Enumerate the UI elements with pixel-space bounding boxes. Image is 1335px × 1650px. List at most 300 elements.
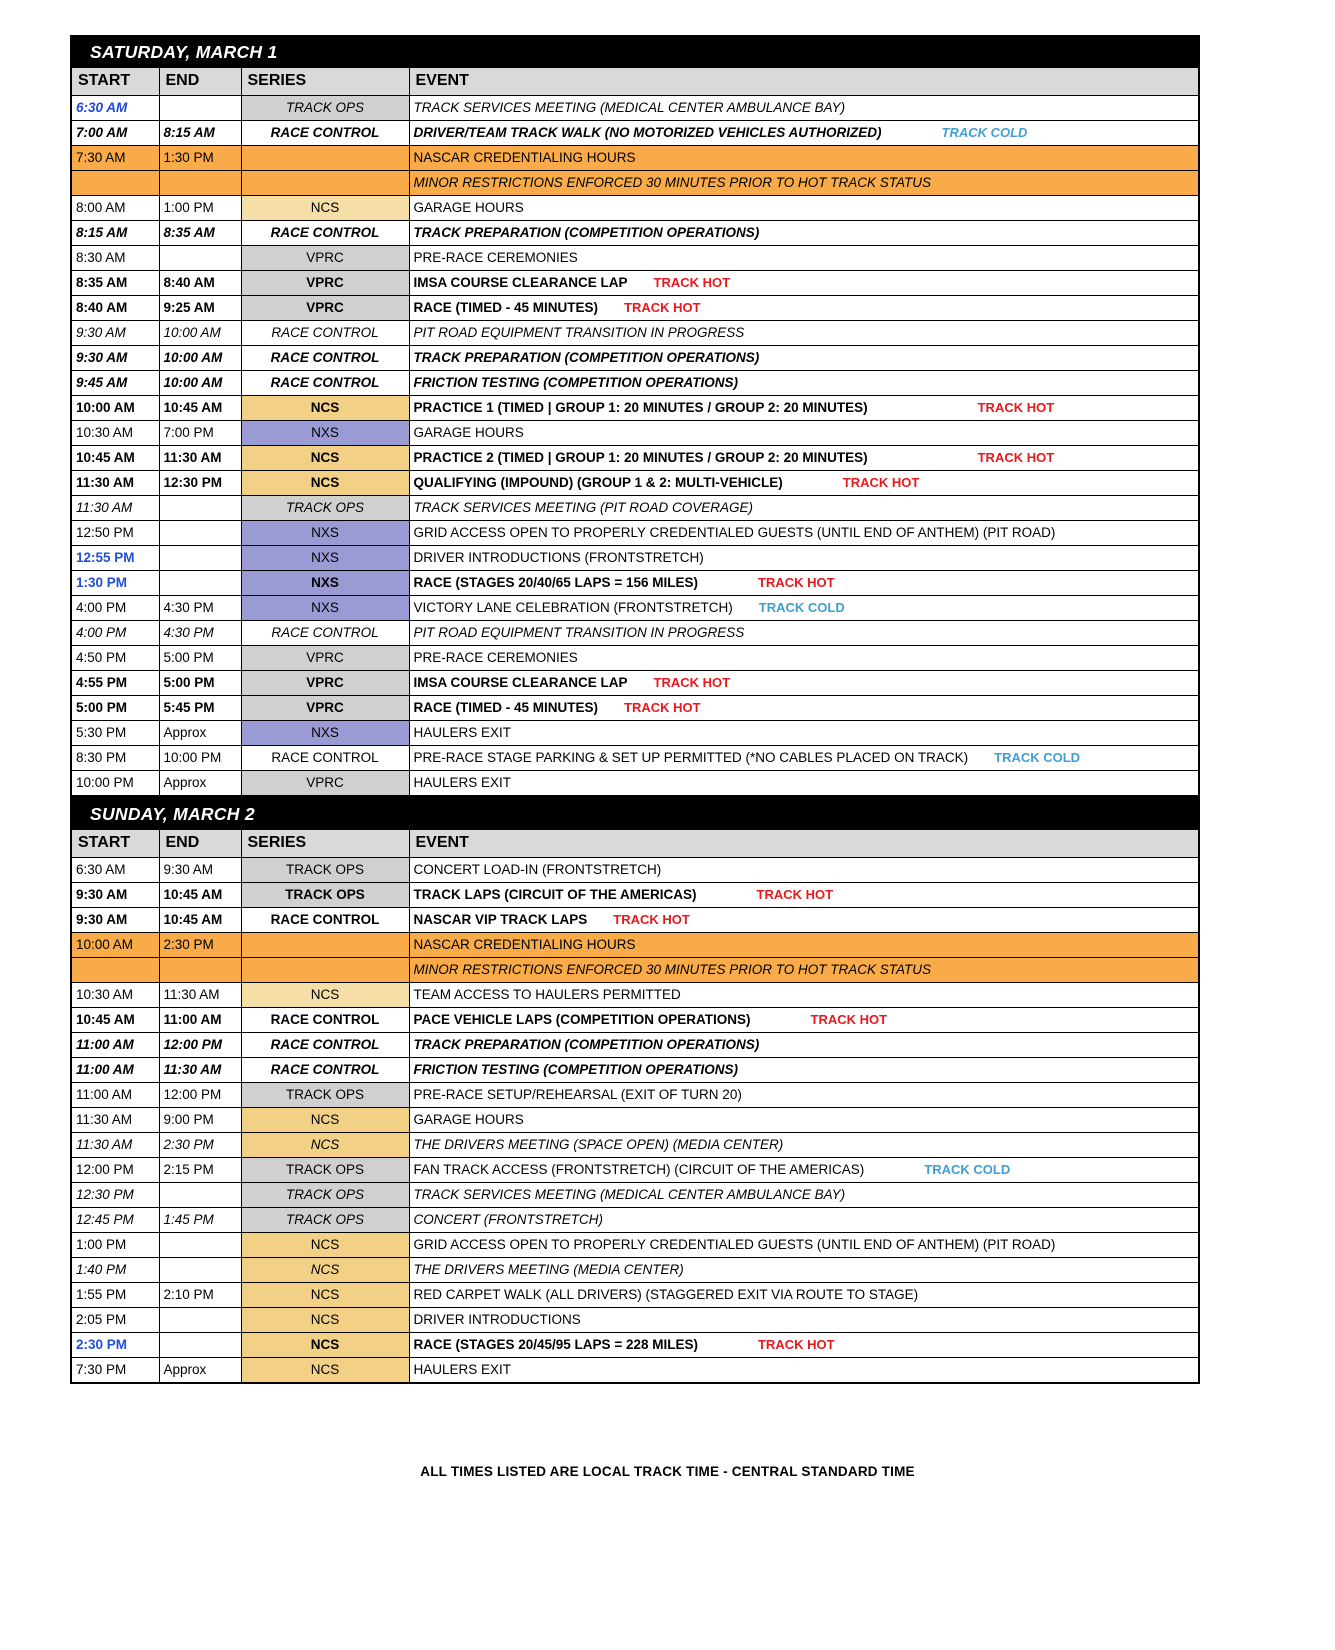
cell-end: 1:30 PM — [159, 146, 241, 171]
event-text: RACE (TIMED - 45 MINUTES) — [413, 299, 599, 315]
saturday-schedule-table — [70, 35, 1200, 797]
table-row — [71, 1208, 1199, 1233]
event-text: GARAGE HOURS — [413, 1111, 524, 1127]
sunday-schedule-table — [70, 797, 1200, 1384]
cell-end: 4:30 PM — [159, 621, 241, 646]
cell-event — [409, 221, 1199, 246]
event-text: TRACK PREPARATION (COMPETITION OPERATIONS) — [413, 224, 760, 240]
cell-start: 6:30 AM — [71, 96, 159, 121]
status-badge: TRACK HOT — [613, 911, 690, 927]
cell-start: 1:30 PM — [71, 571, 159, 596]
table-row — [71, 296, 1199, 321]
cell-end — [159, 546, 241, 571]
cell-series: TRACK OPS — [241, 1183, 409, 1208]
cell-end: 10:00 AM — [159, 346, 241, 371]
cell-end — [159, 496, 241, 521]
cell-end: 12:00 PM — [159, 1033, 241, 1058]
event-text: FRICTION TESTING (COMPETITION OPERATIONS) — [413, 374, 738, 390]
cell-series: RACE CONTROL — [241, 1058, 409, 1083]
table-row — [71, 696, 1199, 721]
cell-event — [409, 621, 1199, 646]
cell-event — [409, 958, 1199, 983]
cell-series: TRACK OPS — [241, 1208, 409, 1233]
schedule-page — [70, 35, 1198, 1384]
cell-series: NCS — [241, 1308, 409, 1333]
cell-end: 10:45 AM — [159, 396, 241, 421]
cell-start: 8:30 PM — [71, 746, 159, 771]
table-row — [71, 1108, 1199, 1133]
cell-start: 12:30 PM — [71, 1183, 159, 1208]
cell-start: 10:30 AM — [71, 421, 159, 446]
event-text: TRACK SERVICES MEETING (MEDICAL CENTER AMBULANCE BAY) — [413, 1186, 846, 1202]
column-header-end: END — [159, 830, 241, 858]
event-text: QUALIFYING (IMPOUND) (GROUP 1 & 2: MULTI-VEHICLE) — [413, 474, 783, 490]
cell-series: VPRC — [241, 296, 409, 321]
cell-series: TRACK OPS — [241, 496, 409, 521]
cell-start: 11:30 AM — [71, 1108, 159, 1133]
cell-start: 11:00 AM — [71, 1083, 159, 1108]
cell-end — [159, 1183, 241, 1208]
status-badge: TRACK HOT — [810, 1011, 888, 1027]
cell-series: NCS — [241, 1233, 409, 1258]
event-text: PIT ROAD EQUIPMENT TRANSITION IN PROGRESS — [413, 324, 745, 340]
cell-event — [409, 546, 1199, 571]
table-row — [71, 908, 1199, 933]
cell-event — [409, 771, 1199, 797]
cell-start: 4:55 PM — [71, 671, 159, 696]
event-text: HAULERS EXIT — [413, 774, 512, 790]
cell-event — [409, 1208, 1199, 1233]
event-text: PRE-RACE CEREMONIES — [413, 249, 578, 265]
event-text: GARAGE HOURS — [413, 199, 524, 215]
cell-event — [409, 1283, 1199, 1308]
cell-event — [409, 1133, 1199, 1158]
event-text: MINOR RESTRICTIONS ENFORCED 30 MINUTES PRIOR TO HOT TRACK STATUS — [413, 174, 932, 190]
event-text: DRIVER INTRODUCTIONS (FRONTSTRETCH) — [413, 549, 704, 565]
cell-series — [241, 146, 409, 171]
cell-series: TRACK OPS — [241, 1083, 409, 1108]
cell-event — [409, 1058, 1199, 1083]
cell-series: RACE CONTROL — [241, 321, 409, 346]
event-text: NASCAR CREDENTIALING HOURS — [413, 936, 636, 952]
cell-series: NCS — [241, 1108, 409, 1133]
footer-note: ALL TIMES LISTED ARE LOCAL TRACK TIME - CENTRAL STANDARD TIME — [420, 1464, 915, 1479]
status-badge: TRACK COLD — [941, 124, 1028, 140]
cell-event — [409, 983, 1199, 1008]
event-text: GRID ACCESS OPEN TO PROPERLY CREDENTIALED GUESTS (UNTIL END OF ANTHEM) (PIT ROAD) — [413, 1236, 1056, 1252]
cell-end: 9:30 AM — [159, 858, 241, 883]
cell-end: 9:25 AM — [159, 296, 241, 321]
cell-end: 1:45 PM — [159, 1208, 241, 1233]
cell-start: 10:00 PM — [71, 771, 159, 797]
cell-event — [409, 321, 1199, 346]
column-header-event: EVENT — [409, 830, 1199, 858]
cell-end: 2:30 PM — [159, 933, 241, 958]
cell-start: 10:00 AM — [71, 396, 159, 421]
event-text: HAULERS EXIT — [413, 1361, 512, 1377]
event-text: PRACTICE 2 (TIMED | GROUP 1: 20 MINUTES / GROUP 2: 20 MINUTES) — [413, 449, 868, 465]
cell-event — [409, 521, 1199, 546]
cell-end: 7:00 PM — [159, 421, 241, 446]
table-row — [71, 671, 1199, 696]
event-text: PIT ROAD EQUIPMENT TRANSITION IN PROGRESS — [413, 624, 745, 640]
table-row — [71, 1033, 1199, 1058]
cell-end: Approx — [159, 1358, 241, 1384]
cell-start: 8:35 AM — [71, 271, 159, 296]
cell-start: 11:30 AM — [71, 1133, 159, 1158]
cell-end — [159, 1258, 241, 1283]
table-row — [71, 1058, 1199, 1083]
day-title-saturday: SATURDAY, MARCH 1 — [71, 36, 1199, 68]
column-header-start: START — [71, 68, 159, 96]
cell-event — [409, 171, 1199, 196]
status-badge: TRACK COLD — [994, 749, 1081, 765]
table-row — [71, 221, 1199, 246]
cell-event — [409, 1008, 1199, 1033]
cell-series: TRACK OPS — [241, 96, 409, 121]
cell-start: 11:00 AM — [71, 1033, 159, 1058]
cell-start: 10:30 AM — [71, 983, 159, 1008]
status-badge: TRACK HOT — [977, 399, 1055, 415]
event-text: TRACK LAPS (CIRCUIT OF THE AMERICAS) — [413, 886, 697, 902]
status-badge: TRACK HOT — [757, 1336, 835, 1352]
table-row — [71, 1308, 1199, 1333]
cell-end: 10:00 AM — [159, 321, 241, 346]
cell-series: NXS — [241, 571, 409, 596]
cell-event — [409, 121, 1199, 146]
cell-end — [159, 1233, 241, 1258]
event-text: HAULERS EXIT — [413, 724, 512, 740]
cell-series: VPRC — [241, 271, 409, 296]
cell-event — [409, 1083, 1199, 1108]
table-row — [71, 121, 1199, 146]
cell-series: NXS — [241, 521, 409, 546]
table-row — [71, 546, 1199, 571]
cell-end — [159, 521, 241, 546]
cell-start: 7:30 AM — [71, 146, 159, 171]
table-row — [71, 1333, 1199, 1358]
cell-event — [409, 721, 1199, 746]
table-row — [71, 1083, 1199, 1108]
cell-start: 4:00 PM — [71, 596, 159, 621]
table-row — [71, 321, 1199, 346]
event-text: RACE (STAGES 20/40/65 LAPS = 156 MILES) — [413, 574, 698, 590]
status-badge: TRACK HOT — [624, 299, 701, 315]
cell-series: NXS — [241, 546, 409, 571]
event-text: TRACK SERVICES MEETING (PIT ROAD COVERAGE) — [413, 499, 754, 515]
table-row — [71, 521, 1199, 546]
table-row — [71, 933, 1199, 958]
column-header-event: EVENT — [409, 68, 1199, 96]
cell-start — [71, 171, 159, 196]
cell-series — [241, 933, 409, 958]
cell-start: 8:40 AM — [71, 296, 159, 321]
cell-start: 9:30 AM — [71, 346, 159, 371]
cell-start: 8:15 AM — [71, 221, 159, 246]
event-text: IMSA COURSE CLEARANCE LAP — [413, 674, 628, 690]
cell-start: 12:55 PM — [71, 546, 159, 571]
sunday-tbody — [71, 798, 1199, 1383]
table-row — [71, 371, 1199, 396]
cell-start: 11:00 AM — [71, 1058, 159, 1083]
table-row — [71, 1258, 1199, 1283]
cell-series: VPRC — [241, 671, 409, 696]
cell-end: 2:30 PM — [159, 1133, 241, 1158]
table-row — [71, 571, 1199, 596]
cell-end — [159, 1308, 241, 1333]
cell-event — [409, 883, 1199, 908]
cell-event — [409, 1308, 1199, 1333]
cell-event — [409, 346, 1199, 371]
table-row — [71, 246, 1199, 271]
cell-start: 9:45 AM — [71, 371, 159, 396]
table-row — [71, 1233, 1199, 1258]
status-badge: TRACK HOT — [756, 886, 834, 902]
cell-series — [241, 958, 409, 983]
cell-end: 12:30 PM — [159, 471, 241, 496]
event-text: CONCERT LOAD-IN (FRONTSTRETCH) — [413, 861, 662, 877]
table-row — [71, 646, 1199, 671]
cell-end — [159, 958, 241, 983]
cell-end: 10:45 AM — [159, 908, 241, 933]
event-text: IMSA COURSE CLEARANCE LAP — [413, 274, 628, 290]
event-text: TRACK PREPARATION (COMPETITION OPERATIONS) — [413, 1036, 760, 1052]
table-row — [71, 596, 1199, 621]
cell-event — [409, 1158, 1199, 1183]
cell-end: 11:30 AM — [159, 983, 241, 1008]
cell-end: 5:00 PM — [159, 671, 241, 696]
cell-series: NCS — [241, 471, 409, 496]
event-text: RACE (TIMED - 45 MINUTES) — [413, 699, 599, 715]
cell-end — [159, 1333, 241, 1358]
cell-series: NCS — [241, 1283, 409, 1308]
cell-event — [409, 196, 1199, 221]
cell-start: 10:45 AM — [71, 446, 159, 471]
cell-end: 5:45 PM — [159, 696, 241, 721]
cell-start: 7:30 PM — [71, 1358, 159, 1384]
cell-event — [409, 1358, 1199, 1384]
table-row — [71, 621, 1199, 646]
column-header-series: SERIES — [241, 68, 409, 96]
cell-end: 11:30 AM — [159, 1058, 241, 1083]
saturday-tbody — [71, 36, 1199, 796]
cell-series: VPRC — [241, 246, 409, 271]
cell-series: NXS — [241, 596, 409, 621]
cell-event — [409, 858, 1199, 883]
cell-end: 8:40 AM — [159, 271, 241, 296]
cell-end: 1:00 PM — [159, 196, 241, 221]
cell-start: 5:30 PM — [71, 721, 159, 746]
event-text: DRIVER/TEAM TRACK WALK (NO MOTORIZED VEHICLES AUTHORIZED) — [413, 124, 882, 140]
cell-end: 10:45 AM — [159, 883, 241, 908]
event-text: PRE-RACE STAGE PARKING & SET UP PERMITTED (*NO CABLES PLACED ON TRACK) — [413, 749, 969, 765]
cell-series: NXS — [241, 721, 409, 746]
cell-series: RACE CONTROL — [241, 371, 409, 396]
cell-start: 11:30 AM — [71, 471, 159, 496]
table-row — [71, 1008, 1199, 1033]
table-row — [71, 146, 1199, 171]
cell-end: 12:00 PM — [159, 1083, 241, 1108]
column-header-end: END — [159, 68, 241, 96]
cell-event — [409, 596, 1199, 621]
cell-series: VPRC — [241, 771, 409, 797]
status-badge: TRACK HOT — [653, 274, 731, 290]
event-text: VICTORY LANE CELEBRATION (FRONTSTRETCH) — [413, 599, 733, 615]
cell-event — [409, 571, 1199, 596]
cell-event — [409, 271, 1199, 296]
cell-end: 8:35 AM — [159, 221, 241, 246]
event-text: NASCAR CREDENTIALING HOURS — [413, 149, 636, 165]
table-row — [71, 396, 1199, 421]
cell-start: 9:30 AM — [71, 908, 159, 933]
cell-end: 4:30 PM — [159, 596, 241, 621]
cell-start: 12:50 PM — [71, 521, 159, 546]
table-row — [71, 721, 1199, 746]
cell-end: 5:00 PM — [159, 646, 241, 671]
cell-series: TRACK OPS — [241, 883, 409, 908]
cell-end: 2:10 PM — [159, 1283, 241, 1308]
cell-event — [409, 696, 1199, 721]
cell-event — [409, 1258, 1199, 1283]
column-header-row-saturday — [71, 68, 1199, 96]
cell-event — [409, 908, 1199, 933]
cell-series: RACE CONTROL — [241, 1008, 409, 1033]
day-banner-sunday — [71, 798, 1199, 830]
table-row — [71, 883, 1199, 908]
cell-start: 2:05 PM — [71, 1308, 159, 1333]
event-text: FRICTION TESTING (COMPETITION OPERATIONS) — [413, 1061, 738, 1077]
table-row — [71, 496, 1199, 521]
cell-series: TRACK OPS — [241, 1158, 409, 1183]
cell-series: NCS — [241, 396, 409, 421]
table-row — [71, 446, 1199, 471]
status-badge: TRACK HOT — [842, 474, 920, 490]
cell-start: 1:40 PM — [71, 1258, 159, 1283]
cell-event — [409, 1233, 1199, 1258]
cell-event — [409, 1108, 1199, 1133]
cell-start — [71, 958, 159, 983]
table-row — [71, 1133, 1199, 1158]
event-text: THE DRIVERS MEETING (MEDIA CENTER) — [413, 1261, 684, 1277]
cell-series: RACE CONTROL — [241, 221, 409, 246]
table-row — [71, 1158, 1199, 1183]
cell-end: Approx — [159, 771, 241, 797]
cell-start: 1:00 PM — [71, 1233, 159, 1258]
status-badge: TRACK HOT — [653, 674, 731, 690]
status-badge: TRACK HOT — [977, 449, 1055, 465]
event-text: RACE (STAGES 20/45/95 LAPS = 228 MILES) — [413, 1336, 698, 1352]
cell-event — [409, 933, 1199, 958]
cell-series: NCS — [241, 1133, 409, 1158]
cell-start: 8:30 AM — [71, 246, 159, 271]
cell-end — [159, 171, 241, 196]
cell-event — [409, 1333, 1199, 1358]
table-row — [71, 858, 1199, 883]
table-row — [71, 196, 1199, 221]
cell-event — [409, 371, 1199, 396]
column-header-row-sunday — [71, 830, 1199, 858]
table-row — [71, 471, 1199, 496]
cell-series: RACE CONTROL — [241, 908, 409, 933]
cell-series: RACE CONTROL — [241, 746, 409, 771]
event-text: TEAM ACCESS TO HAULERS PERMITTED — [413, 986, 681, 1002]
table-row — [71, 421, 1199, 446]
cell-series: TRACK OPS — [241, 858, 409, 883]
event-text: GRID ACCESS OPEN TO PROPERLY CREDENTIALED GUESTS (UNTIL END OF ANTHEM) (PIT ROAD) — [413, 524, 1056, 540]
cell-start: 6:30 AM — [71, 858, 159, 883]
cell-event — [409, 671, 1199, 696]
day-banner-saturday — [71, 36, 1199, 68]
cell-end: 11:00 AM — [159, 1008, 241, 1033]
cell-event — [409, 446, 1199, 471]
cell-start: 4:50 PM — [71, 646, 159, 671]
cell-series: NCS — [241, 1358, 409, 1384]
cell-start: 10:45 AM — [71, 1008, 159, 1033]
event-text: PACE VEHICLE LAPS (COMPETITION OPERATIONS) — [413, 1011, 751, 1027]
cell-series: NCS — [241, 446, 409, 471]
cell-end: 8:15 AM — [159, 121, 241, 146]
table-row — [71, 271, 1199, 296]
cell-event — [409, 296, 1199, 321]
cell-event — [409, 496, 1199, 521]
cell-end: 9:00 PM — [159, 1108, 241, 1133]
event-text: TRACK SERVICES MEETING (MEDICAL CENTER AMBULANCE BAY) — [413, 99, 846, 115]
cell-event — [409, 746, 1199, 771]
day-title-sunday: SUNDAY, MARCH 2 — [71, 798, 1199, 830]
table-row — [71, 171, 1199, 196]
cell-end: 10:00 AM — [159, 371, 241, 396]
cell-start: 7:00 AM — [71, 121, 159, 146]
table-row — [71, 746, 1199, 771]
cell-start: 9:30 AM — [71, 883, 159, 908]
event-text: PRE-RACE CEREMONIES — [413, 649, 578, 665]
status-badge: TRACK HOT — [757, 574, 835, 590]
table-row — [71, 1183, 1199, 1208]
event-text: DRIVER INTRODUCTIONS — [413, 1311, 581, 1327]
event-text: FAN TRACK ACCESS (FRONTSTRETCH) (CIRCUIT OF THE AMERICAS) — [413, 1161, 865, 1177]
cell-series — [241, 171, 409, 196]
cell-start: 10:00 AM — [71, 933, 159, 958]
cell-end: 10:00 PM — [159, 746, 241, 771]
status-badge: TRACK HOT — [624, 699, 701, 715]
cell-start: 1:55 PM — [71, 1283, 159, 1308]
cell-start: 5:00 PM — [71, 696, 159, 721]
cell-start: 8:00 AM — [71, 196, 159, 221]
table-row — [71, 983, 1199, 1008]
cell-event — [409, 396, 1199, 421]
event-text: THE DRIVERS MEETING (SPACE OPEN) (MEDIA CENTER) — [413, 1136, 784, 1152]
event-text: PRE-RACE SETUP/REHEARSAL (EXIT OF TURN 20) — [413, 1086, 742, 1102]
cell-event — [409, 1183, 1199, 1208]
cell-end — [159, 96, 241, 121]
cell-series: NCS — [241, 983, 409, 1008]
cell-end — [159, 246, 241, 271]
cell-end: 2:15 PM — [159, 1158, 241, 1183]
cell-series: NCS — [241, 196, 409, 221]
cell-series: VPRC — [241, 696, 409, 721]
status-badge: TRACK COLD — [924, 1161, 1011, 1177]
cell-end — [159, 571, 241, 596]
status-badge: TRACK COLD — [758, 599, 845, 615]
table-row — [71, 958, 1199, 983]
cell-event — [409, 646, 1199, 671]
table-row — [71, 1358, 1199, 1384]
cell-series: VPRC — [241, 646, 409, 671]
cell-start: 2:30 PM — [71, 1333, 159, 1358]
table-row — [71, 346, 1199, 371]
table-row — [71, 96, 1199, 121]
cell-event — [409, 471, 1199, 496]
